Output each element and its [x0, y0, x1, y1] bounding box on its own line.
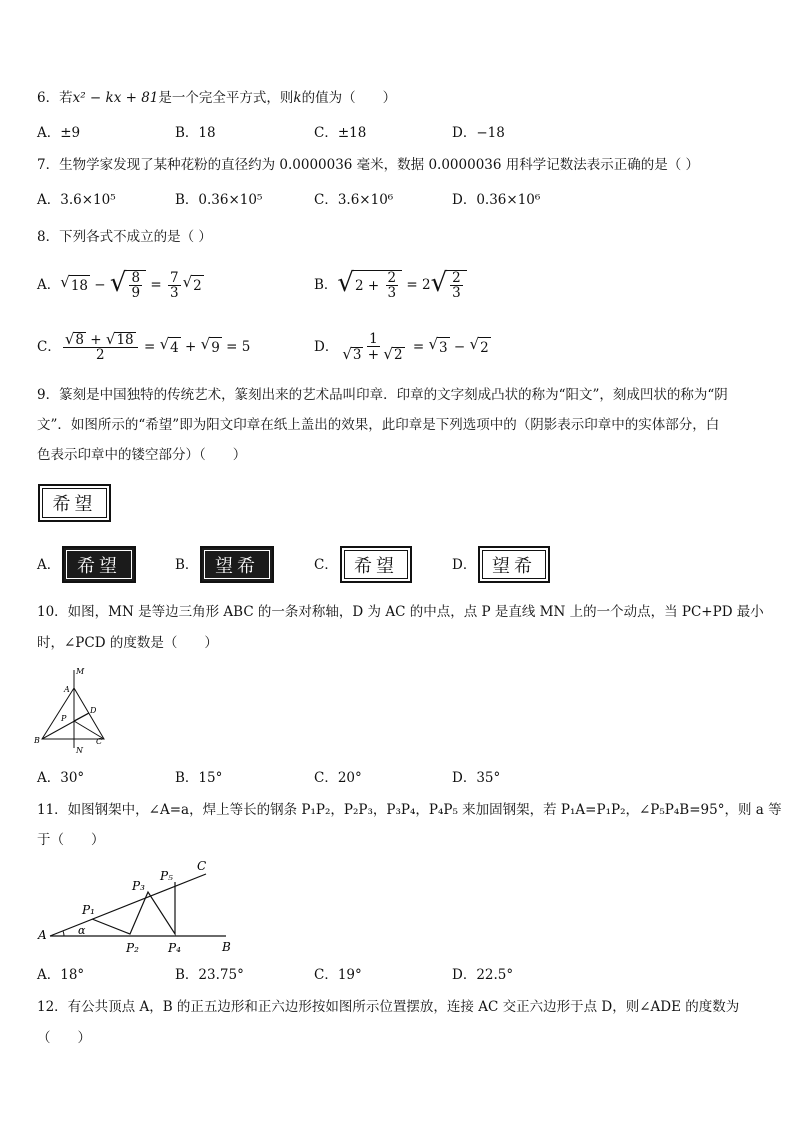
q6-variable: k: [293, 90, 302, 106]
question-10-line-1: 10．如图，MN 是等边三角形 ABC 的一条对称轴，D 为 AC 的中点，点 P 是直线 MN 上的一个动点，当 PC+PD 最小: [37, 604, 764, 620]
label-c: C: [96, 737, 103, 746]
label-d: D: [90, 706, 97, 715]
q9-label-a: A．: [37, 557, 61, 573]
q8-d-radicand-2: 2: [478, 337, 491, 358]
label-p: P: [61, 714, 67, 723]
q6-number: 6．若: [37, 90, 73, 106]
q8-a-radicand-1: 18: [69, 275, 90, 296]
q8-c-den: 2: [95, 347, 105, 363]
q8-a-den-2: 3: [169, 284, 179, 301]
question-8-stem: 8．下列各式不成立的是（ ）: [37, 229, 212, 245]
q8-option-c: C． √ 8 + √ 18 2 = √ 4 + √ 9 = 5: [37, 330, 251, 363]
question-12-line-2: （ ）: [37, 1030, 91, 1046]
q8-b-coef: 2: [422, 277, 431, 293]
q11-steel-frame-figure: [34, 855, 244, 955]
label-p1: P₁: [82, 903, 95, 917]
ray-ac: [50, 874, 206, 936]
label-c: C: [197, 859, 207, 873]
seal-figure-text: 希望: [42, 488, 107, 518]
q8-c-radicand-1: 8: [75, 332, 84, 348]
q8-c-label: C．: [37, 339, 61, 355]
q8-a-radicand-2: 2: [191, 275, 204, 296]
q7-option-a: A．3.6×10⁵: [37, 192, 116, 208]
question-12-line-1: 12．有公共顶点 A，B 的正五边形和正六边形按如图所示位置摆放，连接 AC 交正六边形于点 D，则∠ADE 的度数为: [37, 999, 740, 1015]
label-m: M: [76, 667, 85, 676]
q8-b-label: B．: [314, 277, 338, 293]
question-7-stem: 7．生物学家发现了某种花粉的直径约为 0.0000036 毫米，数据 0.0000036 用科学记数法表示正确的是（ ）: [37, 157, 700, 173]
q6-option-d: D．−18: [452, 125, 505, 141]
question-6-stem: [37, 88, 396, 108]
q6-option-b: B．18: [175, 125, 216, 141]
q8-c-radicand-4: 9: [209, 337, 222, 358]
q6-expression: x² − kx + 81: [72, 90, 159, 106]
angle-arc: [63, 931, 64, 936]
q6-tail: 的值为（ ）: [301, 90, 397, 106]
q8-a-label: A．: [37, 277, 61, 293]
q8-a-den-1: 9: [131, 285, 141, 301]
label-p5: P₅: [160, 869, 173, 883]
q10-option-d: D．35°: [452, 770, 501, 786]
q8-a-num-2: 7: [169, 269, 179, 286]
q6-option-c: C．±18: [314, 125, 367, 141]
q11-option-a: A．18°: [37, 967, 85, 983]
q6-text: 是一个完全平方式，则: [158, 90, 294, 106]
q8-b-den: 3: [387, 285, 397, 301]
q9-label-b: B．: [175, 557, 199, 573]
label-p3: P₃: [132, 879, 145, 893]
label-b: B: [34, 736, 40, 745]
q8-option-a: A． √ 18 − √ $\frac{8}{9}$ = $\frac{7}{3}$ √ 2: [37, 268, 202, 301]
q9-label-c: C．: [314, 557, 338, 573]
q8-a-num-1: 8: [131, 270, 141, 286]
q11-option-b: B．23.75°: [175, 967, 244, 983]
label-alpha: α: [78, 924, 86, 937]
q8-option-b: B． √ 2 + $\frac{2}{3}$ = 2 √ $\frac{2}{3}$: [314, 268, 467, 302]
label-p4: P₄: [168, 941, 181, 955]
q8-b-whole: 2: [355, 277, 364, 294]
segment-pd: [74, 713, 89, 721]
q7-option-b: B．0.36×10⁵: [175, 192, 263, 208]
q8-b-num: 2: [387, 270, 397, 286]
q7-option-d: D．0.36×10⁶: [452, 192, 541, 208]
q8-d-radicand-1: 3: [437, 337, 450, 358]
question-9-line-1: 9．篆刻是中国独特的传统艺术，篆刻出来的艺术品叫印章．印章的文字刻成凸状的称为“阳文”，刻成凹状的称为“阴: [37, 387, 728, 403]
q10-option-b: B．15°: [175, 770, 223, 786]
question-11-line-2: 于（ ）: [37, 832, 105, 848]
q6-option-a: A．±9: [37, 125, 81, 141]
question-10-line-2: 时，∠PCD 的度数是（ ）: [37, 635, 218, 651]
q8-c-radicand-3: 4: [168, 337, 181, 358]
label-a: A: [38, 928, 47, 942]
q8-b-den-2: 3: [452, 285, 461, 301]
q9-d-seal-text: 望希: [482, 550, 546, 579]
question-9-line-3: 色表示印章中的镂空部分）（ ）: [37, 447, 247, 463]
label-n: N: [76, 746, 83, 755]
q9-option-b-seal: [200, 546, 274, 583]
seal-stamp-figure: [38, 484, 111, 522]
label-b: B: [222, 940, 231, 954]
label-a: A: [64, 685, 70, 694]
q8-c-result: 5: [241, 339, 251, 355]
question-9-line-2: 文”．如图所示的“希望”即为阳文印章在纸上盖出的效果，此印章是下列选项中的（阴影表示印章中的实体部分，白: [37, 417, 720, 433]
q9-option-d-seal: [478, 546, 550, 583]
label-p2: P₂: [126, 941, 139, 955]
q9-label-d: D．: [452, 557, 477, 573]
q8-b-num-2: 2: [452, 270, 461, 286]
q9-b-seal-text: 望希: [204, 550, 270, 579]
q8-d-den-radicand-2: 2: [393, 347, 403, 363]
q10-triangle-figure: [34, 664, 114, 756]
q9-option-c-seal: [340, 546, 412, 583]
q11-option-d: D．22.5°: [452, 967, 514, 983]
q8-c-radicand-2: 18: [116, 332, 134, 348]
q11-option-c: C．19°: [314, 967, 362, 983]
question-11-line-1: 11．如图钢架中，∠A=a，焊上等长的钢条 P₁P₂，P₂P₃，P₃P₄，P₄P₅ 来加固钢架，若 P₁A=P₁P₂，∠P₅P₄B=95°，则 a 等: [37, 802, 782, 818]
q8-d-label: D．: [314, 339, 339, 355]
q8-option-d: D． 1 √ 3 + √ 2 = √ 3 − √ 2: [314, 331, 489, 363]
q9-option-a-seal: [62, 546, 136, 583]
q8-d-num: 1: [369, 331, 378, 347]
q10-option-c: C．20°: [314, 770, 362, 786]
q10-option-a: A．30°: [37, 770, 85, 786]
q8-d-den-radicand-1: 3: [352, 347, 362, 363]
q9-c-seal-text: 希望: [344, 550, 408, 579]
q7-option-c: C．3.6×10⁶: [314, 192, 394, 208]
q9-a-seal-text: 希望: [66, 550, 132, 579]
